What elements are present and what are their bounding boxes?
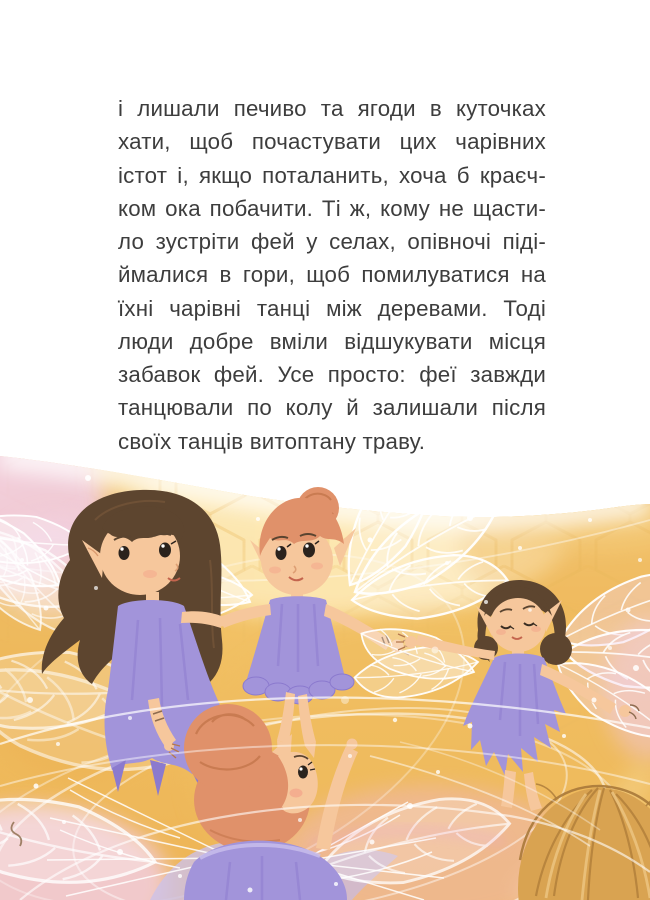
- story-line: забавок фей. Усе просто: феї завжди: [118, 362, 546, 387]
- story-line: і лишали печиво та ягоди в куточках: [118, 96, 546, 121]
- story-line: ло зустріти фей у селах, опівночі піді-: [118, 229, 546, 254]
- story-line: ком ока побачити. Ті ж, кому не щасти-: [118, 195, 546, 221]
- story-line: хати, щоб почастувати цих чарівних: [118, 129, 546, 155]
- story-line: ймалися в гори, щоб помилуватися на: [118, 262, 546, 288]
- story-line: танцювали по колу й залишали після: [118, 395, 546, 421]
- story-line: своїх танців витоптану траву.: [118, 428, 426, 454]
- story-line: істот і, якщо поталанить, хоча б краєч-: [118, 162, 546, 188]
- story-paragraph: [118, 92, 546, 458]
- story-line: їхні чарівні танці між деревами. Тоді: [118, 295, 546, 321]
- story-line: люди добре вміли відшукувати місця: [118, 328, 546, 354]
